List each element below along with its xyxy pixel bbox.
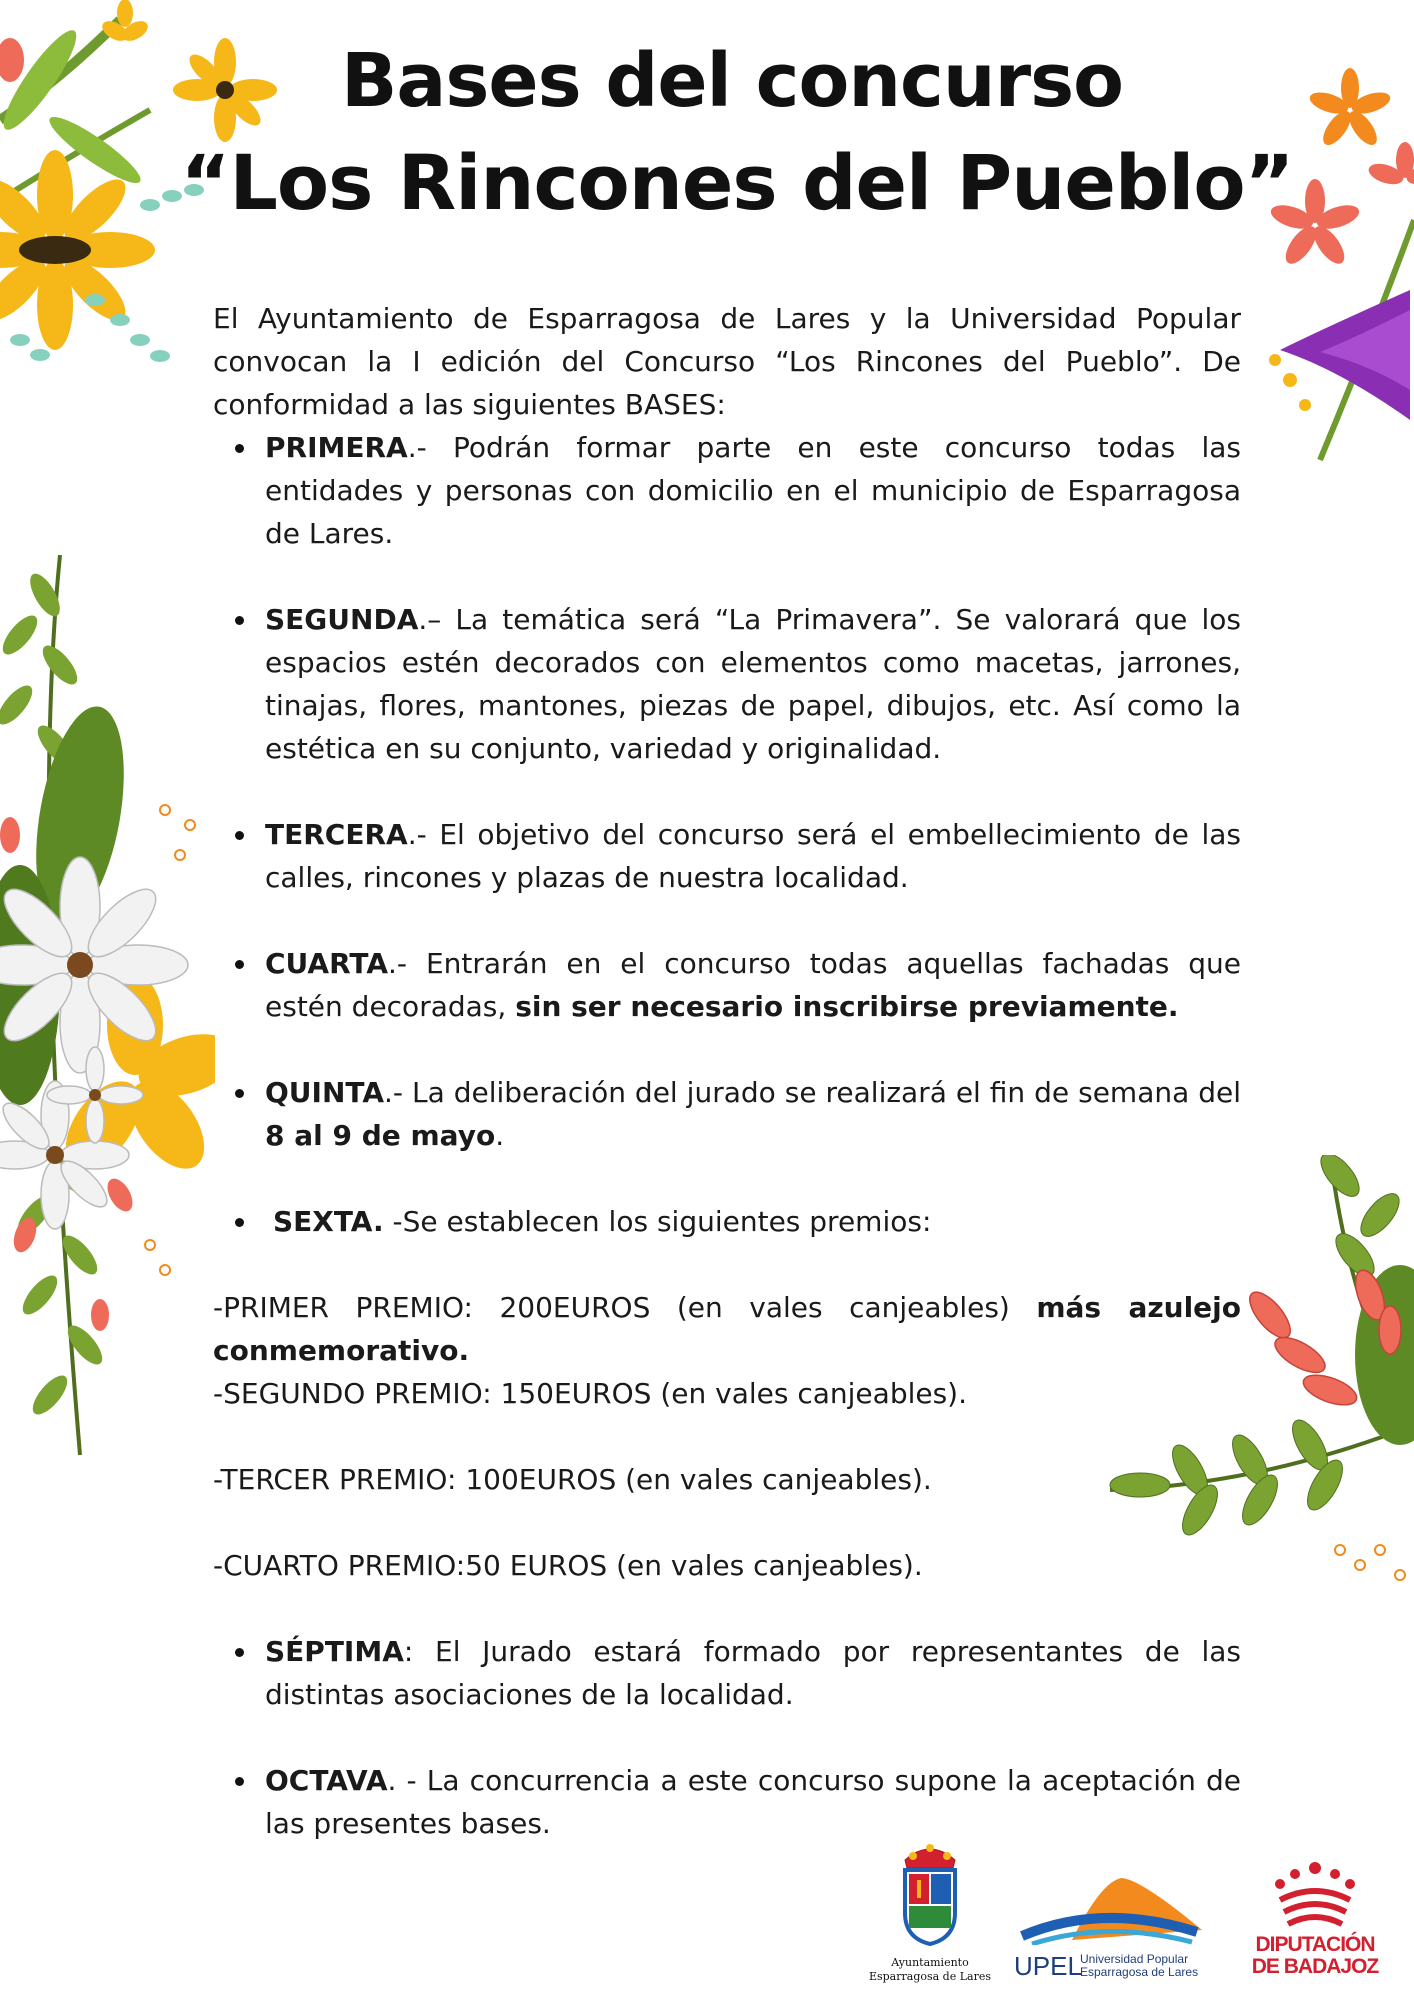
base-text: El objetivo del concurso será el embellecimiento de las calles, rincones y plazas de nuestra localidad. <box>265 818 1242 894</box>
spacer <box>213 1716 1241 1759</box>
upel-line-2: Esparragosa de Lares <box>1080 1965 1199 1979</box>
spacer <box>213 899 1241 942</box>
base-quinta: QUINTA.- La deliberación del jurado se realizará el fin de semana del 8 al 9 de mayo. <box>213 1071 1241 1157</box>
base-bold-text: sin ser necesario inscribirse previamente. <box>515 990 1179 1023</box>
base-key: PRIMERA <box>265 431 408 464</box>
base-text: Podrán formar parte en este concurso todas las entidades y personas con domicilio en el municipio de Esparragosa de Lares. <box>265 431 1241 550</box>
base-text: La concurrencia a este concurso supone la aceptación de las presentes bases. <box>265 1764 1241 1840</box>
base-key: OCTAVA <box>265 1764 388 1797</box>
base-bold-text: 8 al 9 de mayo <box>265 1119 496 1152</box>
base-octava: OCTAVA. - La concurrencia a este concurso supone la aceptación de las presentes bases. <box>213 1759 1241 1845</box>
upel-short: UPEL <box>1014 1951 1082 1981</box>
spacer <box>213 555 1241 598</box>
ayto-line-1: Ayuntamiento <box>891 1956 969 1969</box>
base-key: SEGUNDA <box>265 603 419 636</box>
spacer <box>213 1501 1241 1544</box>
left-side-flowers <box>0 555 215 1485</box>
ayto-line-2: Esparragosa de Lares <box>868 1970 992 1983</box>
diputacion-emblem-icon <box>1240 1860 1390 1930</box>
upel-logo <box>1012 1870 1212 1989</box>
spacer <box>213 1243 1241 1286</box>
bases-list-end <box>213 1630 1241 1845</box>
diputacion-logo <box>1240 1860 1390 1978</box>
base-key: SÉPTIMA <box>265 1635 404 1668</box>
base-tercera: TERCERA.- El objetivo del concurso será el embellecimiento de las calles, rincones y plazas de nuestra localidad. <box>213 813 1241 899</box>
base-text: Entrarán en el concurso todas aquellas fachadas que estén decoradas, <box>265 947 1241 1023</box>
base-key: TERCERA <box>265 818 408 851</box>
upel-line-1: Universidad Popular <box>1080 1952 1189 1966</box>
ayuntamiento-logo <box>855 1838 1005 1984</box>
base-segunda: SEGUNDA.– La temática será “La Primavera”. Se valorará que los espacios estén decorados con elementos como macetas, jarrones, tinajas, flores, mantones, piezas de papel, dibujos, etc. Así como la estética en su conjunto, variedad y originalidad. <box>213 598 1241 770</box>
spacer <box>213 770 1241 813</box>
spacer <box>213 1415 1241 1458</box>
base-key: QUINTA <box>265 1076 384 1109</box>
page-title-line-1: Bases del concurso <box>341 38 1123 124</box>
dip-line-2: DE BADAJOZ <box>1251 1955 1379 1978</box>
spacer <box>213 1028 1241 1071</box>
prize-fourth: -CUARTO PREMIO:50 EUROS (en vales canjeables). <box>213 1549 923 1582</box>
mountain-sun-icon <box>1012 1870 1212 1945</box>
rules-body <box>213 297 1241 1845</box>
prize-second: -SEGUNDO PREMIO: 150EUROS (en vales canjeables). <box>213 1377 968 1410</box>
bases-list <box>213 426 1241 1243</box>
base-text: Se establecen los siguientes premios: <box>402 1205 932 1238</box>
base-cuarta: CUARTA.- Entrarán en el concurso todas aquellas fachadas que estén decoradas, sin ser necesario inscribirse previamente. <box>213 942 1241 1028</box>
spacer <box>213 1587 1241 1630</box>
base-key: SEXTA. <box>273 1205 384 1238</box>
prize-third: -TERCER PREMIO: 100EUROS (en vales canjeables). <box>213 1463 932 1496</box>
page-title-line-2: “Los Rincones del Pueblo” <box>180 138 1294 227</box>
base-sexta: SEXTA. -Se establecen los siguientes premios: <box>213 1200 1241 1243</box>
base-text: La deliberación del jurado se realizará el fin de semana del <box>411 1076 1241 1109</box>
coat-of-arms-icon <box>855 1838 1005 1948</box>
base-text: La temática será “La Primavera”. Se valorará que los espacios estén decorados con elementos como macetas, jarrones, tinajas, flores, mantones, piezas de papel, dibujos, etc. Así como la estética en su conjunto, variedad y originalidad. <box>265 603 1241 765</box>
spacer <box>213 1157 1241 1200</box>
prize-first: -PRIMER PREMIO: 200EUROS (en vales canjeables) más azulejo conmemorativo. <box>213 1291 1241 1367</box>
base-key: CUARTA <box>265 947 388 980</box>
intro-paragraph: El Ayuntamiento de Esparragosa de Lares y la Universidad Popular convocan la I edición del Concurso “Los Rincones del Pueblo”. De conformidad a las siguientes BASES: <box>213 302 1241 421</box>
base-septima: SÉPTIMA: El Jurado estará formado por representantes de las distintas asociaciones de la localidad. <box>213 1630 1241 1716</box>
base-text: El Jurado estará formado por representantes de las distintas asociaciones de la localidad. <box>265 1635 1241 1711</box>
base-primera: PRIMERA.- Podrán formar parte en este concurso todas las entidades y personas con domicilio en el municipio de Esparragosa de Lares. <box>213 426 1241 555</box>
dip-line-1: DIPUTACIÓN <box>1255 1933 1375 1956</box>
